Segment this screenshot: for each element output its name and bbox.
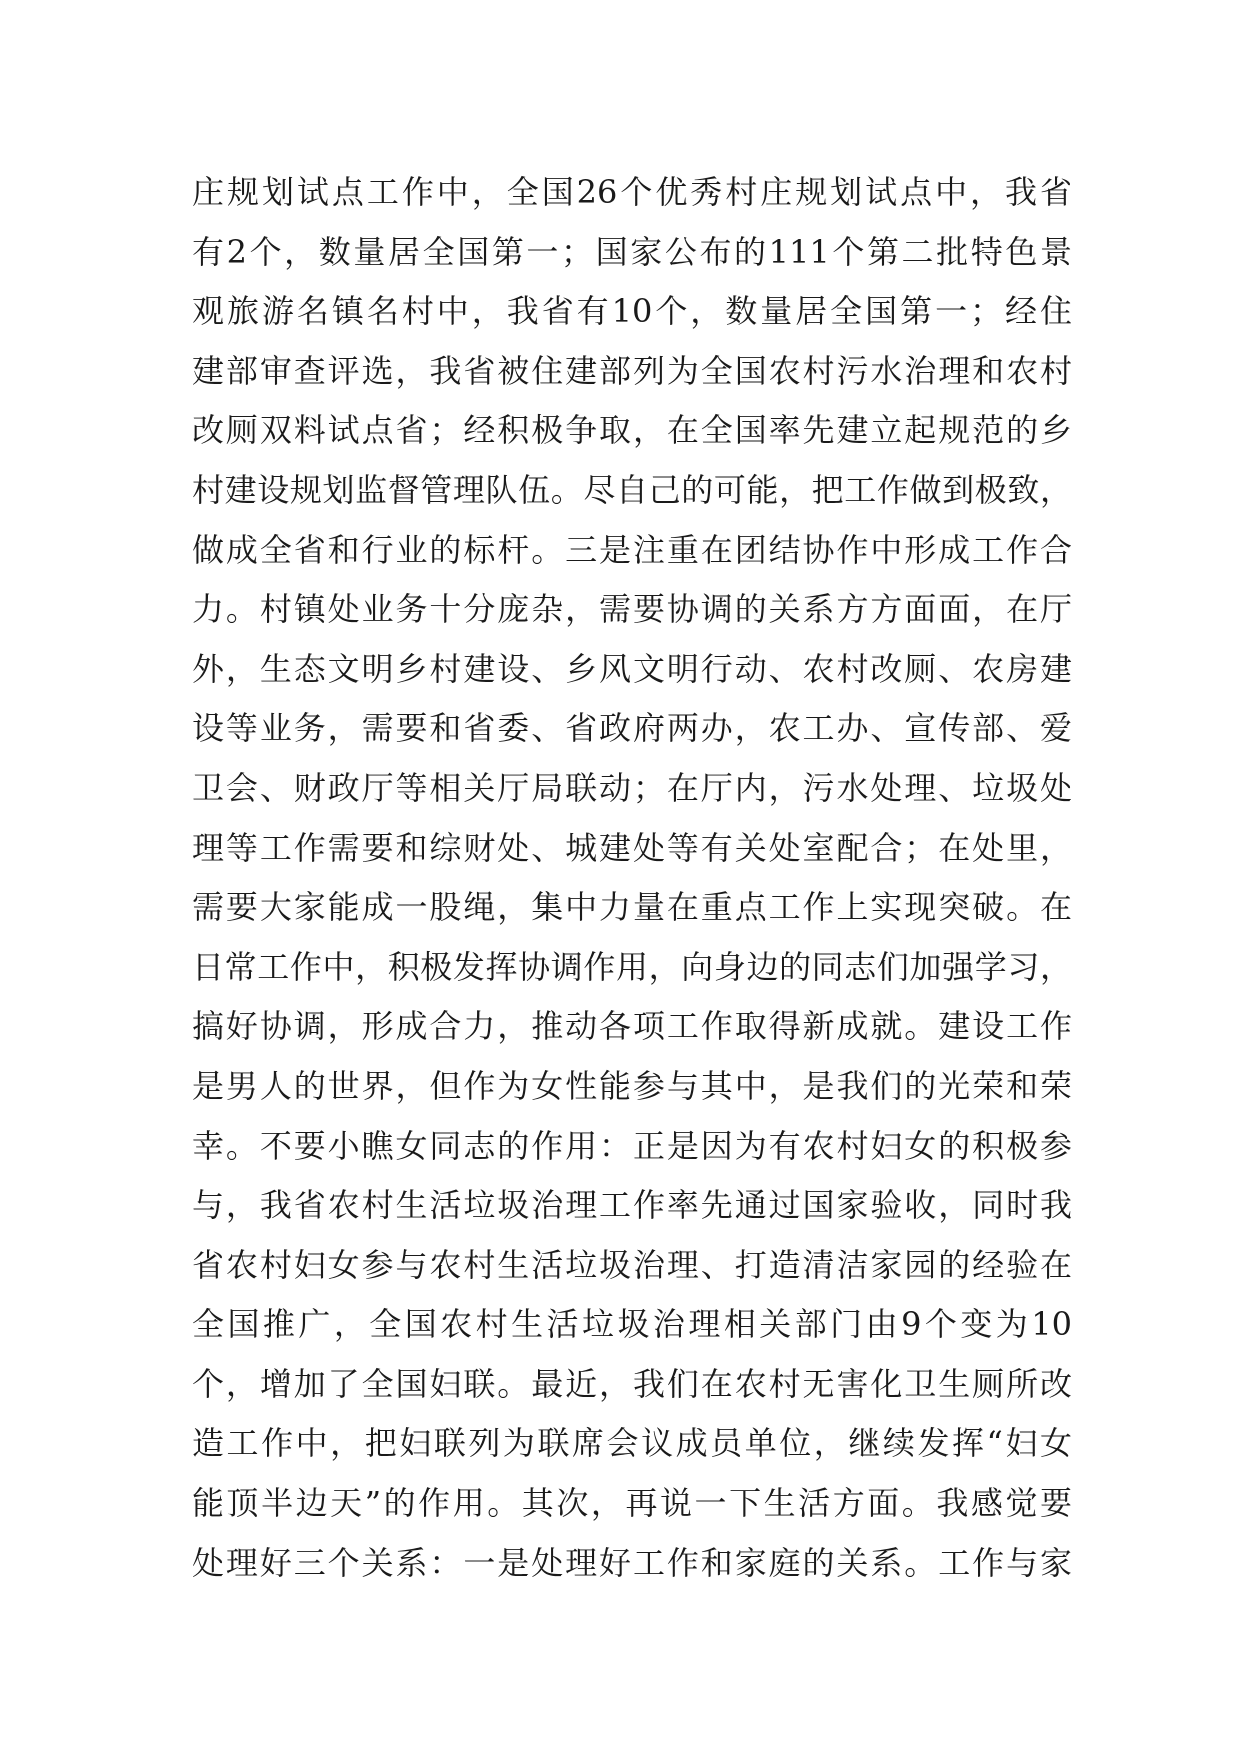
text-line: 理等工作需要和综财处、城建处等有关处室配合；在处里， [192,828,1072,867]
body-text [192,163,1072,1593]
text-line: 村建设规划监督管理队伍。尽自己的可能，把工作做到极致， [192,470,1072,509]
text-line: 是男人的世界，但作为女性能参与其中，是我们的光荣和荣 [192,1066,1072,1105]
text-line: 全国推广，全国农村生活垃圾治理相关部门由9个变为10 [192,1305,1072,1344]
text-line: 省农村妇女参与农村生活垃圾治理、打造清洁家园的经验在 [192,1245,1072,1284]
text-line: 观旅游名镇名村中，我省有10个，数量居全国第一；经住 [192,292,1072,331]
text-line: 庄规划试点工作中，全国26个优秀村庄规划试点中，我省 [192,173,1072,211]
text-line: 卫会、财政厅等相关厅局联动；在厅内，污水处理、垃圾处 [192,768,1072,807]
text-line: 建部审查评选，我省被住建部列为全国农村污水治理和农村 [192,351,1072,390]
text-line: 外，生态文明乡村建设、乡风文明行动、农村改厕、农房建 [192,649,1072,688]
text-line: 力。村镇处业务十分庞杂，需要协调的关系方方面面，在厅 [192,590,1072,629]
text-line: 搞好协调，形成合力，推动各项工作取得新成就。建设工作 [192,1007,1072,1046]
text-line: 日常工作中，积极发挥协调作用，向身边的同志们加强学习， [192,947,1072,986]
text-line: 改厕双料试点省；经积极争取，在全国率先建立起规范的乡 [192,411,1072,450]
text-line: 有2个，数量居全国第一；国家公布的111个第二批特色景 [192,232,1072,271]
text-line: 个，增加了全国妇联。最近，我们在农村无害化卫生厕所改 [192,1364,1072,1403]
text-line: 设等业务，需要和省委、省政府两办，农工办、宣传部、爱 [192,709,1072,748]
text-line: 处理好三个关系：一是处理好工作和家庭的关系。工作与家 [192,1543,1072,1582]
text-line: 做成全省和行业的标杆。三是注重在团结协作中形成工作合 [192,530,1072,569]
text-line: 需要大家能成一股绳，集中力量在重点工作上实现突破。在 [192,888,1072,927]
text-line: 幸。不要小瞧女同志的作用：正是因为有农村妇女的积极参 [192,1126,1072,1165]
text-line: 能顶半边天”的作用。其次，再说一下生活方面。我感觉要 [192,1484,1072,1523]
text-line: 造工作中，把妇联列为联席会议成员单位，继续发挥“妇女 [192,1424,1072,1463]
text-line: 与，我省农村生活垃圾治理工作率先通过国家验收，同时我 [192,1186,1072,1225]
